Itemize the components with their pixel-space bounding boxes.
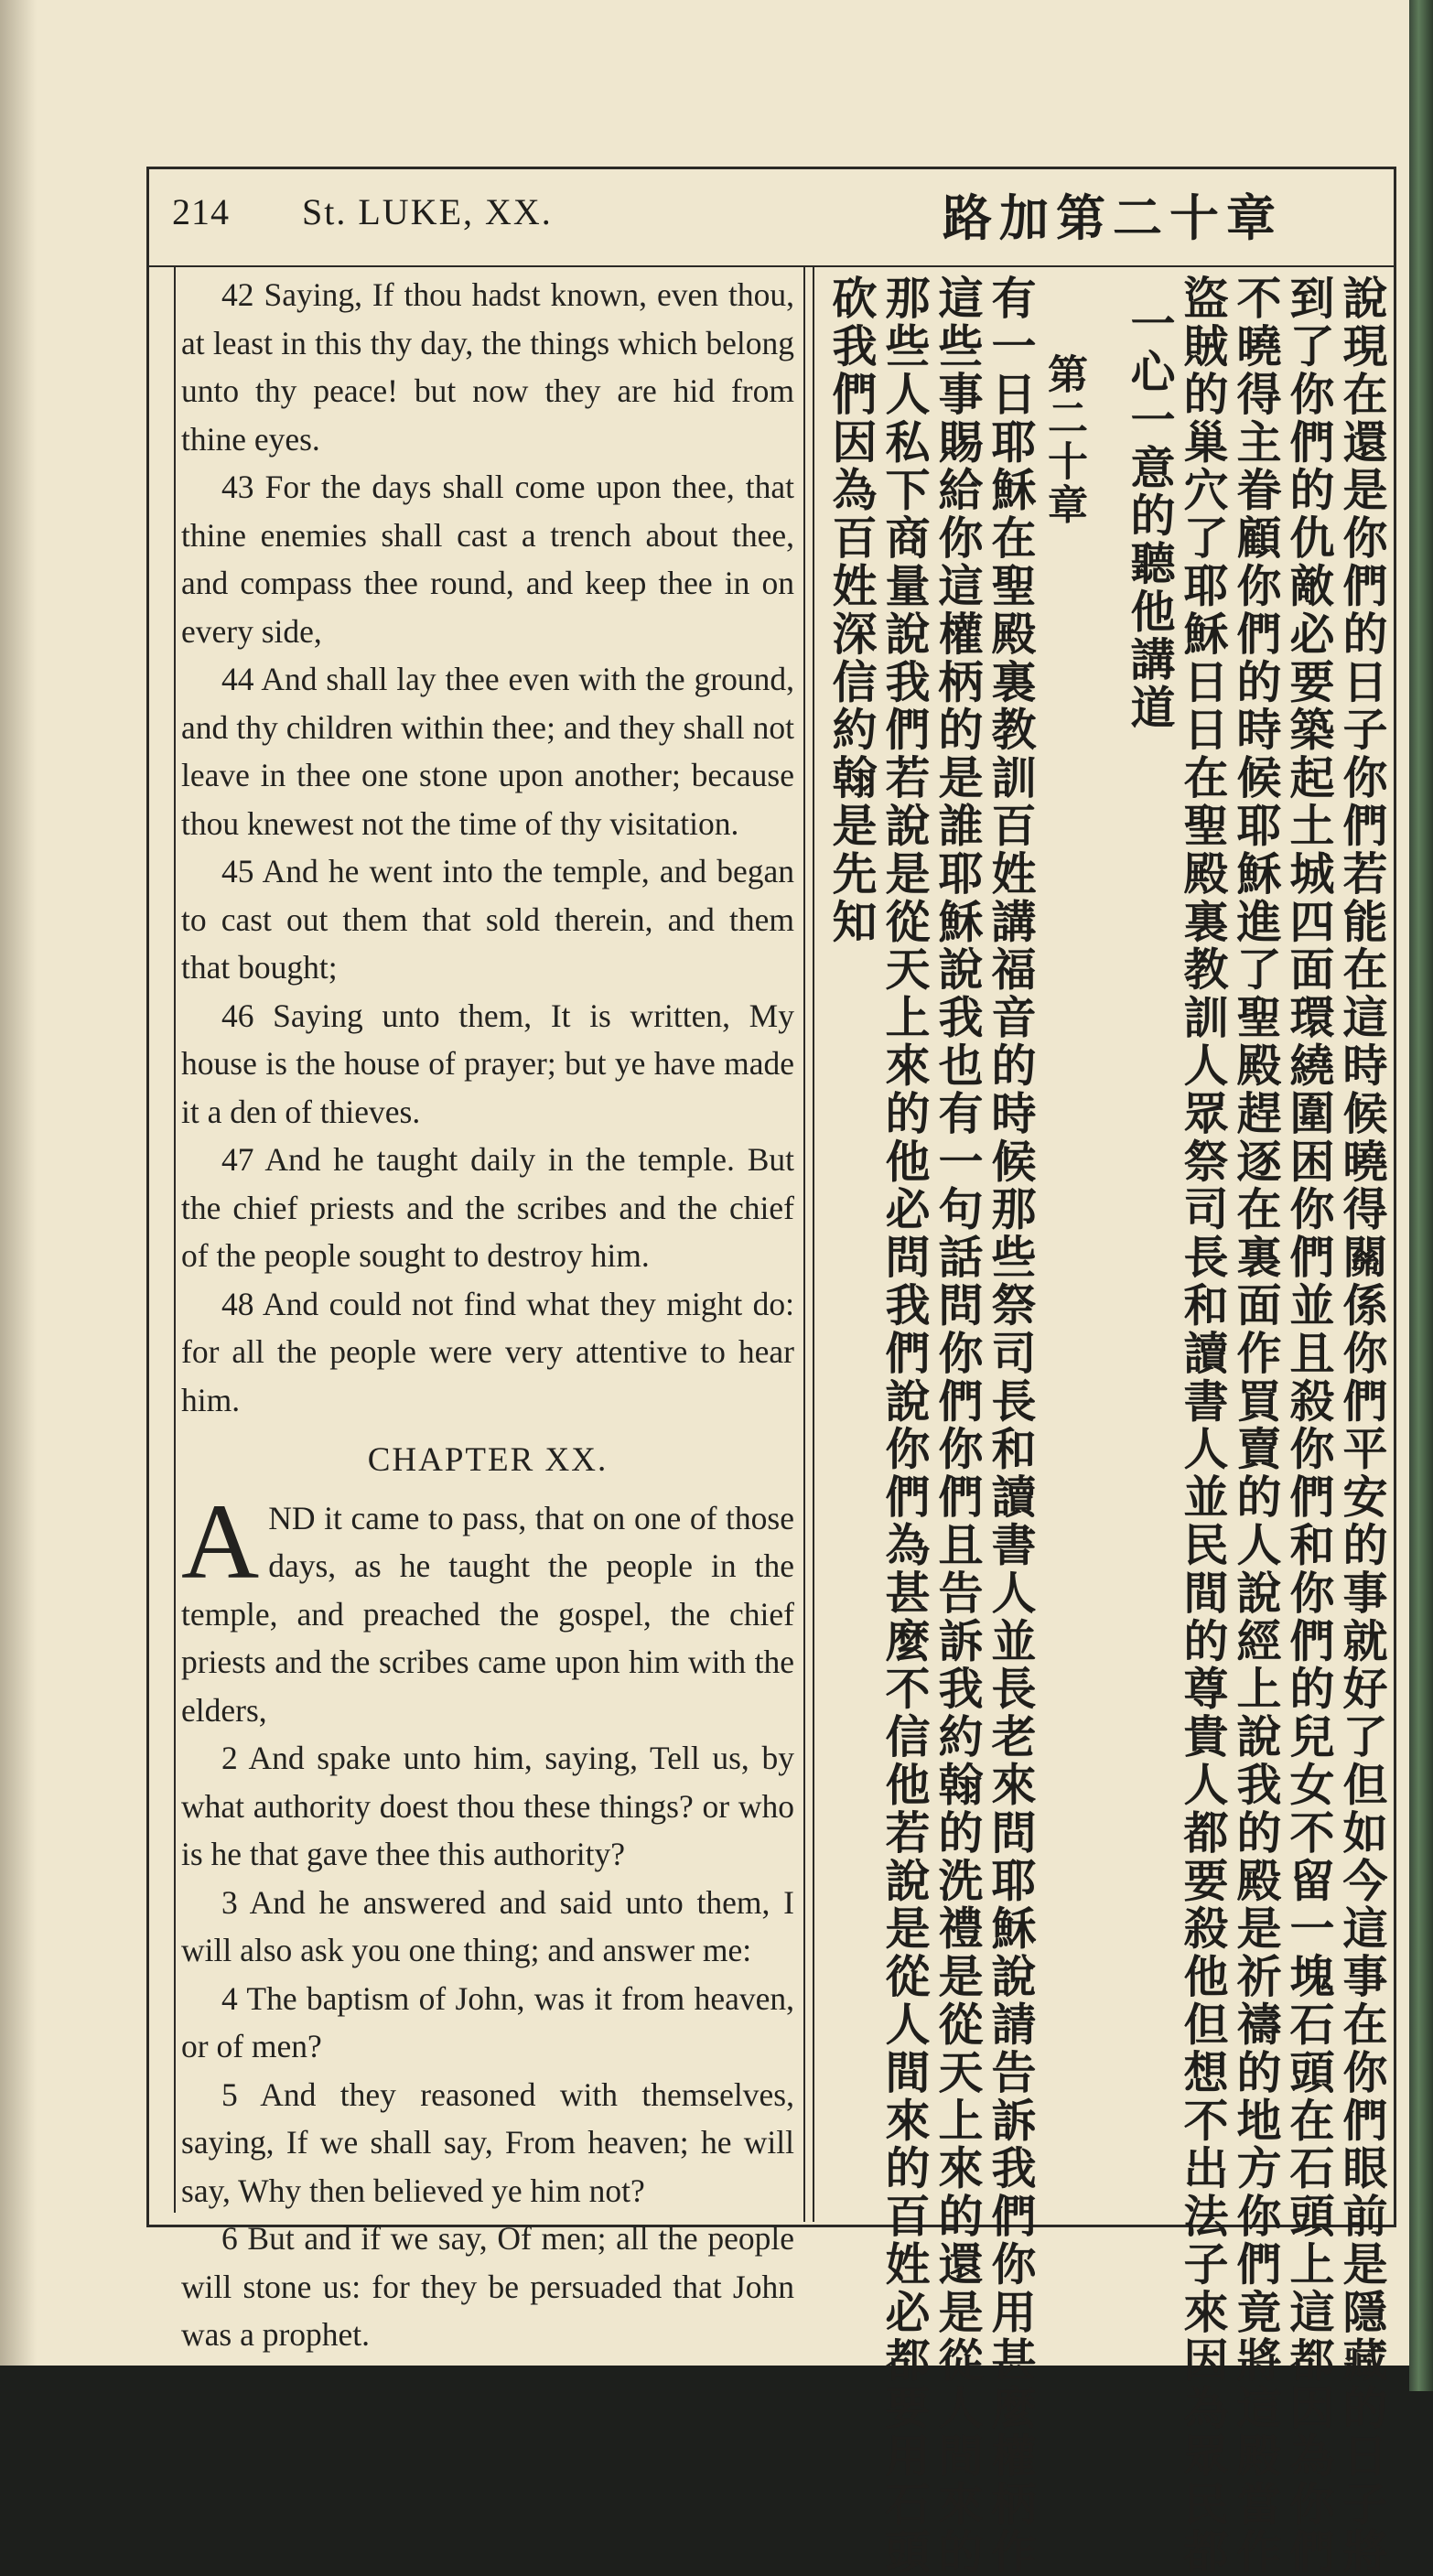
page-number: 214 xyxy=(172,191,230,232)
verse-4: 4 The baptism of John, was it from heaven, or of men? xyxy=(181,1979,794,2064)
chinese-line-2: 到了你們的仇敵必要築起土城四面環繞圍困你們並且殺你們和你們的兒女不留一塊石頭在石頭上這都因為你們 xyxy=(1283,275,1335,2576)
verse-3: 3 And he answered and said unto them, I will also ask you one thing; and answer me: xyxy=(181,1883,794,1968)
column-divider xyxy=(803,265,814,2222)
chinese-line-1: 說現在還是你們的日子你們若能在這時候曉得關係你們平安的事就好了但如今這事在你們眼前是隱藏的日子將 xyxy=(1336,275,1388,2576)
verse-5: 5 And they reasoned with themselves, saying, If we shall say, From heaven; he will say, Why then believed ye him not? xyxy=(181,2075,794,2209)
chinese-line-6: 有一日耶穌在聖殿裏教訓百姓講福音的時候那些祭司長和讀書人並長老來問耶穌說請告訴我們你用甚麼權柄作 xyxy=(985,275,1037,2576)
chinese-line-9: 砍我們因為百姓深信約翰是先知 xyxy=(825,275,878,946)
chinese-line-4: 盜賊的巢穴了耶穌日日在聖殿裏教訓人眾祭司長和讀書人並民間的尊貴人都要殺他但想不出法子來因為眾民都 xyxy=(1177,275,1229,2576)
chinese-chapter-heading: 第二十章 xyxy=(1040,353,1087,527)
verse-48: 48 And could not find what they might do: for all the people were very attentive to hear him. xyxy=(181,1285,794,1418)
verse-44: 44 And shall lay thee even with the ground, and thy children within thee; and they shall not leave in thee one stone upon another; because thou knewest not the time of thy visitation. xyxy=(181,661,794,842)
verse-6: 6 But and if we say, Of men; all the people will stone us: for they be persuaded that John was a prophet. xyxy=(181,2220,794,2353)
verse-42: 42 Saying, If thou hadst known, even thou, at least in this thy day, the things which belong unto thy peace! but now they are hid from thine eyes. xyxy=(181,276,794,458)
chinese-column xyxy=(817,275,1394,2576)
chinese-line-8: 那些人私下商量說我們若說是從天上來的他必問我們說你們為甚麼不信他若說是從人間來的百姓必都要用石頭 xyxy=(878,275,931,2576)
chinese-line-7: 這些事賜給你這權柄的是誰耶穌說我也有一句話問你們你們且告訴我約翰的洗禮是從天上來的還是從人間來的 xyxy=(932,275,984,2576)
verse-43: 43 For the days shall come upon thee, that thine enemies shall cast a trench about thee, and compass thee round, and keep thee in on every side, xyxy=(181,469,794,650)
verse-47: 47 And he taught daily in the temple. But the chief priests and the scribes and the chief of the people sought to destroy him. xyxy=(181,1141,794,1274)
drop-cap: A xyxy=(181,1481,260,1601)
chapter-heading: CHAPTER XX. xyxy=(367,1441,609,1479)
chinese-running-title: 路加第二十章 xyxy=(943,189,1283,247)
verse-2: 2 And spake unto him, saying, Tell us, by what authority doest thou these things? or who is he that gave thee this authority? xyxy=(181,1740,794,1872)
page-edge xyxy=(1409,0,1433,2391)
verse-45: 45 And he went into the temple, and began to cast out them that sold therein, and them that bought; xyxy=(181,853,794,986)
chinese-line-3: 不曉得主眷顧你們的時候耶穌進了聖殿趕逐在裏面作買賣的人說經上說我的殿是祈禱的地方你們竟將這殿當作 xyxy=(1230,275,1282,2576)
chinese-line-5: 一心一意的聽他講道 xyxy=(1124,300,1176,732)
gutter-shadow xyxy=(0,0,37,2366)
running-title: St. LUKE, XX. xyxy=(302,191,553,232)
verse-46: 46 Saying unto them, It is written, My house is the house of prayer; but ye have made it a den of thieves. xyxy=(181,997,794,1130)
english-column xyxy=(181,271,794,2359)
chapter-opening-text: ND it came to pass, that on one of those days, as he taught the people in the temple, and preached the gospel, the chief priests and the scribes came upon him with the elders, xyxy=(181,1499,794,1729)
chapter-opening xyxy=(181,1481,794,1735)
